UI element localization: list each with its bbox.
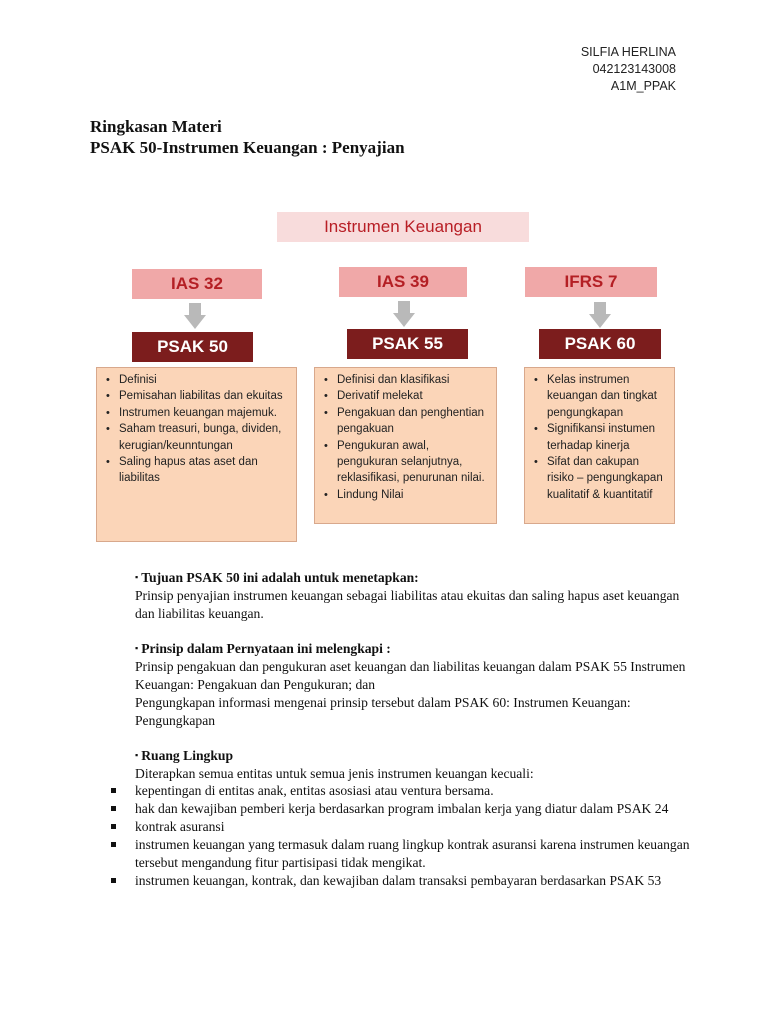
down-arrow-icon: [393, 301, 415, 327]
section-heading: ▪ Prinsip dalam Pernyataan ini melengkapi :: [135, 641, 391, 656]
section-body: Diterapkan semua entitas untuk semua jenis instrumen keuangan kecuali:: [135, 766, 534, 781]
psak-box-50: PSAK 50: [132, 332, 253, 362]
title-line-2: PSAK 50-Instrumen Keuangan : Penyajian: [90, 138, 405, 157]
title-line-1: Ringkasan Materi: [90, 117, 222, 136]
list-item: instrumen keuangan, kontrak, dan kewajiban dalam transaksi pembayaran berdasarkan PSAK 53: [108, 872, 698, 890]
author-class: A1M_PPAK: [610, 79, 676, 93]
scope-exclusion-list: [108, 782, 698, 890]
list-item: • Definisi: [119, 372, 290, 388]
heading-text: Prinsip dalam Pernyataan ini melengkapi :: [141, 641, 391, 656]
list-item: • Derivatif melekat: [337, 388, 490, 404]
author-nim: 042123143008: [592, 62, 676, 76]
list-item: hak dan kewajiban pemberi kerja berdasarkan program imbalan kerja yang diatur dalam PSAK 24: [108, 800, 698, 818]
list-item: • Definisi dan klasifikasi: [337, 372, 490, 388]
list-box-psak60: [524, 367, 675, 524]
section-tujuan: [135, 568, 695, 623]
list-item: kontrak asuransi: [108, 818, 698, 836]
section-heading: ▪ Ruang Lingkup: [135, 748, 234, 763]
section-body: Prinsip pengakuan dan pengukuran aset keuangan dan liabilitas keuangan dalam PSAK 55 Instrumen Keuangan: Pengakuan dan Pengukuran; dan: [135, 659, 686, 692]
standard-box-ifrs7: IFRS 7: [525, 267, 657, 297]
list-item: • Saling hapus atas aset dan liabilitas: [119, 454, 290, 487]
down-arrow-icon: [589, 302, 611, 328]
section-body: Pengungkapan informasi mengenai prinsip tersebut dalam PSAK 60: Instrumen Keuangan: Pengungkapan: [135, 695, 631, 728]
standard-box-ias39: IAS 39: [339, 267, 467, 297]
section-prinsip: [135, 639, 695, 730]
down-arrow-icon: [184, 303, 206, 329]
section-ruang-lingkup: [135, 746, 695, 783]
psak-box-60: PSAK 60: [539, 329, 661, 359]
list-item: • Pengukuran awal, pengukuran selanjutnya, reklasifikasi, penurunan nilai.: [337, 438, 490, 487]
heading-text: Ruang Lingkup: [141, 748, 234, 763]
standard-box-ias32: IAS 32: [132, 269, 262, 299]
list-item: • Pengakuan dan penghentian pengakuan: [337, 405, 490, 438]
diagram-top-label: Instrumen Keuangan: [277, 212, 529, 242]
list-box-psak55: [314, 367, 497, 524]
list-item: • Pemisahan liabilitas dan ekuitas: [119, 388, 290, 404]
list-item: • Lindung Nilai: [337, 487, 490, 503]
list-item: • Sifat dan cakupan risiko – pengungkapan kualitatif & kuantitatif: [547, 454, 668, 503]
list-item: • Signifikansi instumen terhadap kinerja: [547, 421, 668, 454]
list-item: • Kelas instrumen keuangan dan tingkat pengungkapan: [547, 372, 668, 421]
section-body: Prinsip penyajian instrumen keuangan sebagai liabilitas atau ekuitas dan saling hapus aset keuangan dan liabilitas keuangan.: [135, 588, 680, 621]
heading-text: Tujuan PSAK 50 ini adalah untuk menetapkan:: [141, 570, 419, 585]
list-box-psak50: [96, 367, 297, 542]
list-item: instrumen keuangan yang termasuk dalam ruang lingkup kontrak asuransi karena instrumen keuangan tersebut mengandung fitur partisipasi tidak mengikat.: [108, 836, 698, 872]
list-item: • Saham treasuri, bunga, dividen, kerugian/keunntungan: [119, 421, 290, 454]
section-heading: ▪ Tujuan PSAK 50 ini adalah untuk menetapkan:: [135, 570, 419, 585]
list-item: • Instrumen keuangan majemuk.: [119, 405, 290, 421]
list-item: kepentingan di entitas anak, entitas asosiasi atau ventura bersama.: [108, 782, 698, 800]
author-name: SILFIA HERLINA: [580, 45, 676, 59]
psak-box-55: PSAK 55: [347, 329, 468, 359]
